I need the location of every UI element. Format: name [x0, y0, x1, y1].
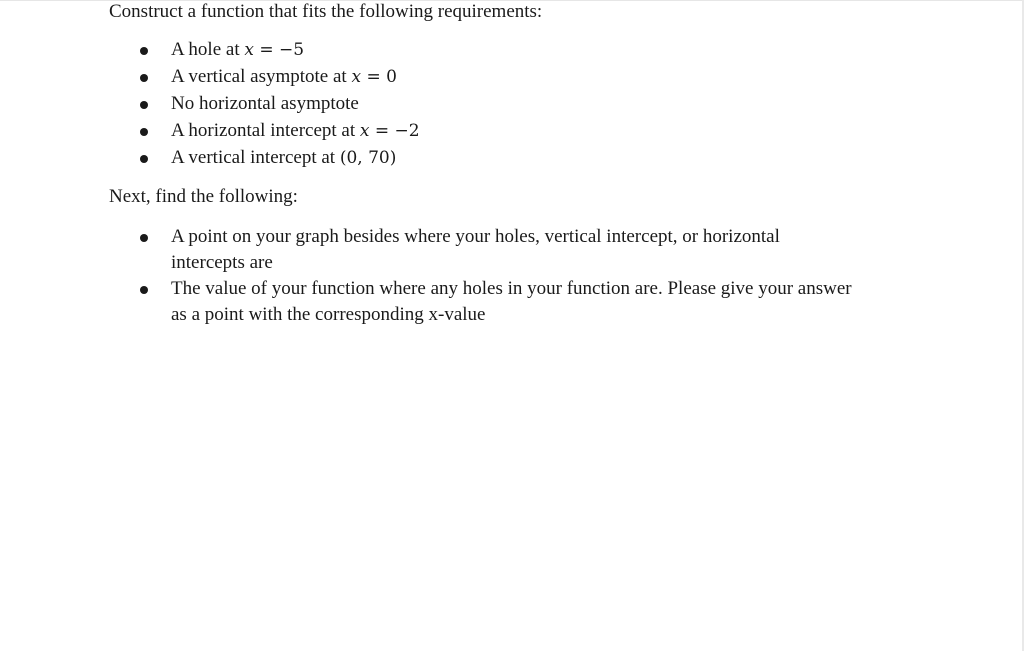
- task-line: The value of your function where any holes in your function are. Please give your answer: [171, 278, 852, 299]
- requirement-text: A horizontal intercept at x = −2: [171, 120, 420, 141]
- task-line: A point on your graph besides where your holes, vertical intercept, or horizontal: [171, 226, 780, 247]
- bullet-icon: [140, 74, 148, 82]
- bullet-icon: [140, 47, 148, 55]
- task-line: as a point with the corresponding x-value: [171, 304, 486, 325]
- requirement-text: No horizontal asymptote: [171, 93, 359, 114]
- bullet-icon: [140, 128, 148, 136]
- bullet-icon: [140, 234, 148, 242]
- requirement-text: A vertical asymptote at x = 0: [171, 66, 397, 87]
- bullet-icon: [140, 286, 148, 294]
- requirement-text: A hole at x = −5: [171, 39, 305, 60]
- bullet-icon: [140, 101, 148, 109]
- requirement-text: A vertical intercept at (0, 70): [171, 147, 397, 168]
- requirements-heading: Construct a function that fits the following requirements:: [109, 1, 543, 22]
- next-steps-heading: Next, find the following:: [109, 186, 298, 207]
- bullet-icon: [140, 155, 148, 163]
- math-expression: (0, 70): [339, 148, 397, 168]
- math-expression: x = 0: [351, 67, 397, 87]
- math-expression: x = −2: [359, 121, 420, 141]
- task-line: intercepts are: [171, 252, 273, 273]
- math-expression: x = −5: [244, 40, 305, 60]
